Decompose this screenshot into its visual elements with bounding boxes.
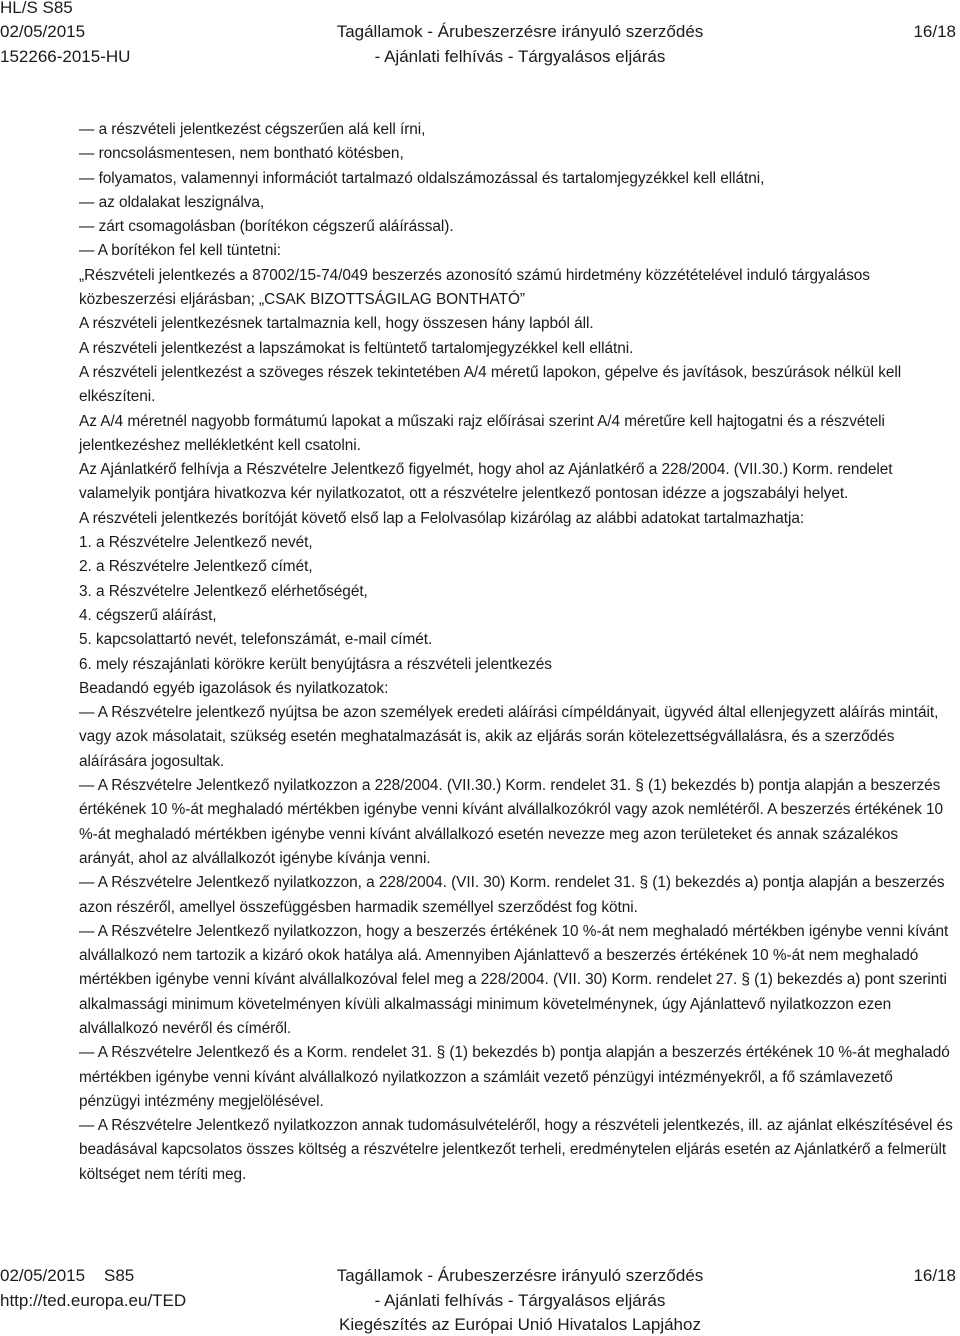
paragraph: — A borítékon fel kell tüntetni: [79,242,282,260]
footer-subtitle: - Ajánlati felhívás - Tárgyalásos eljárás [374,1291,666,1310]
paragraph: 6. mely részajánlati körökre került benyújtásra a részvételi jelentkezés [79,655,552,673]
paragraph: — A Részvételre Jelentkező és a Korm. rendelet 31. § (1) bekezdés b) pontja alapján a beszerzés értékének 10 %-át meghaladó mértékben igénybe venni kívánt alvállalkozó nyilatkozzon a számláit vezető pénzügyi intézményekről, a fő számlavezető pénzügyi intézmény megjelölésével. [79,1044,950,1110]
paragraph: — folyamatos, valamennyi információt tartalmazó oldalszámozással és tartalomjegyzékkel kell ellátni, [79,169,765,187]
paragraph: Beadandó egyéb igazolások és nyilatkozatok: [79,679,389,697]
paragraph: — A Részvételre jelentkező nyújtsa be azon személyek eredeti aláírási címpéldányait, ügyvéd által ellenjegyzett aláírás mintáit, vagy azok másolatait, szükség esetén meghatalmazását is, akik az eljárás során kötelezettségvállalásra, és a szerződés aláírására jogosultak. [79,704,939,770]
paragraph: — A Részvételre Jelentkező nyilatkozzon a 228/2004. (VII.30.) Korm. rendelet 31. § (1) bekezdés b) pontja alapján a beszerzés értékének 10 %-át meghaladó mértékben igénybe venni kívánt alvállalkozókról vagy azok nemlétéről. A beszerzés értékének 10 %-át meghaladó mértékben igénybe venni kívánt alvállalkozó esetén nevezze meg azon területeket és annak százalékos arányát, ahol az alvállalkozót igénybe kívánja venni. [79,777,943,867]
paragraph: A részvételi jelentkezésnek tartalmaznia kell, hogy összesen hány lapból áll. [79,315,594,333]
paragraph: A részvételi jelentkezést a lapszámokat is feltüntető tartalomjegyzékkel kell ellátni. [79,339,634,357]
paragraph: — az oldalakat leszignálva, [79,193,265,211]
paragraph: — a részvételi jelentkezést cégszerűen alá kell írni, [79,121,426,138]
paragraph: A részvételi jelentkezés borítóját követő első lap a Felolvasólap kizárólag az alábbi adatokat tartalmazhatja: [79,509,805,527]
paragraph: 3. a Részvételre Jelentkező elérhetőségét, [79,582,368,600]
paragraph: 2. a Részvételre Jelentkező címét, [79,558,313,576]
header-subtitle: - Ajánlati felhívás - Tárgyalásos eljárás [374,47,666,66]
notice-body [79,118,955,1187]
header-date: 02/05/2015 [0,22,86,41]
paragraph: A részvételi jelentkezést a szöveges részek tekintetében A/4 méretű lapokon, gépelve és javítások, beszúrások nélkül kell elkészíteni. [79,363,902,406]
paragraph: — zárt csomagolásban (borítékon cégszerű aláírással). [79,218,454,236]
paragraph: 1. a Részvételre Jelentkező nevét, [79,534,313,552]
ted-link[interactable]: http://ted.europa.eu/TED [0,1291,187,1310]
paragraph: Az A/4 méretnél nagyobb formátumú lapokat a műszaki rajz előírásai szerint A/4 méretűre kell hajtogatni és a részvételi jelentkezéshez mellékletként kell csatolni. [79,412,885,454]
header-notice-number: 152266-2015-HU [0,47,131,66]
paragraph: — roncsolásmentesen, nem bontható kötésben, [79,145,404,163]
paragraph: 5. kapcsolattartó nevét, telefonszámát, e-mail címét. [79,631,433,649]
footer-title: Tagállamok - Árubeszerzésre irányuló szerződés [336,1266,704,1285]
footer-url[interactable] [0,1289,186,1312]
paragraph: „Részvételi jelentkezés a 87002/15-74/049 beszerzés azonosító számú hirdetmény közzétételével induló tárgyalásos közbeszerzési eljárásban; „CSAK BIZOTTSÁGILAG BONTHATÓ” [79,266,870,309]
doc-id-top: HL/S S85 [0,0,73,17]
paragraph: Az Ajánlatkérő felhívja a Részvételre Jelentkező figyelmét, hogy ahol az Ajánlatkérő a 228/2004. (VII.30.) Korm. rendelet valamelyik pontjára hivatkozva kér nyilatkozatot, ott a részvételre jelentkező pontosan idézze a jogszabályi helyet. [79,461,893,503]
paragraph: — A Részvételre Jelentkező nyilatkozzon annak tudomásulvételéről, hogy a részvételi jelentkezés, ill. az ajánlat elkészítésével és beadásával kapcsolatos összes költség a részvételre jelentkezőt terheli, eredménytelen eljárás esetén az Ajánlatkérő a felmerült költséget nem téríti meg. [79,1117,953,1183]
paragraph: — A Részvételre Jelentkező nyilatkozzon, hogy a beszerzés értékének 10 %-át nem meghaladó mértékben igénybe venni kívánt alvállalkozó nem tartozik a kizáró okok hatálya alá. Amennyiben Ajánlattevő a beszerzés értékének 10 %-át nem meghaladó mértékben igénybe venni kívánt alvállalkozóval felel meg a 228/2004. (VII. 30) Korm. rendelet 27. § (1) bekezdés a) pont szerinti alkalmassági minimum követelményen kívüli alkalmassági minimum követelménynek, úgy Ajánlattevő nyilatkozzon ezen alvállalkozó nevéről és címéről. [79,922,949,1037]
paragraph: — A Részvételre Jelentkező nyilatkozzon, a 228/2004. (VII. 30) Korm. rendelet 31. § (1) bekezdés a) pontja alapján a beszerzés azon részéről, amellyel összefüggésben harmadik személlyel szerződést fog kötni. [79,874,945,916]
footer-date-series: 02/05/2015 S85 [0,1266,135,1285]
header-title: Tagállamok - Árubeszerzésre irányuló szerződés [336,22,704,41]
header-page-number: 16/18 [913,22,956,41]
paragraph: 4. cégszerű aláírást, [79,606,217,624]
footer-supplement-title: Kiegészítés az Európai Unió Hivatalos Lapjához [339,1315,701,1334]
footer-page-number: 16/18 [913,1266,956,1285]
